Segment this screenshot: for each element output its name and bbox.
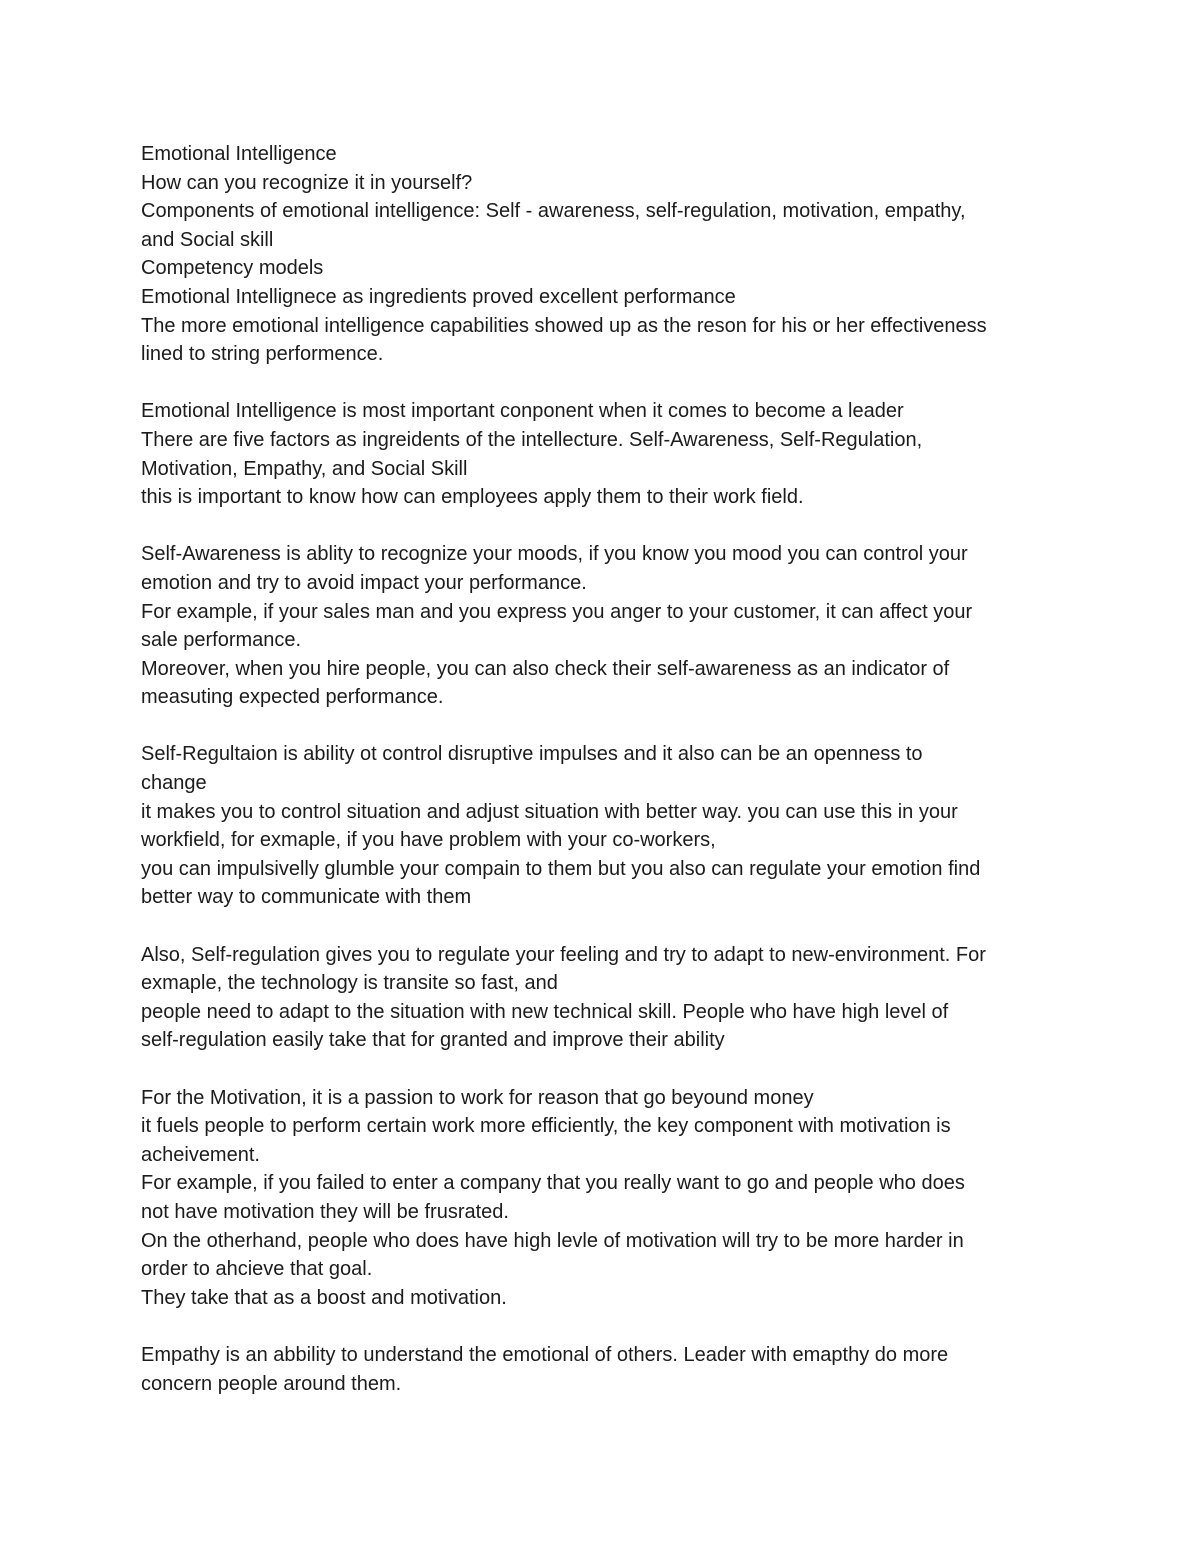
text-line: Components of emotional intelligence: Self - awareness, self-regulation, motivation, empathy, [141,200,966,223]
text-line: For example, if you failed to enter a company that you really want to go and people who does [141,1172,965,1195]
text-line: lined to string performence. [141,343,384,366]
text-line: How can you recognize it in yourself? [141,171,473,194]
text-line: sale performance. [141,629,302,652]
paragraph-intro [141,140,1066,369]
text-line: emotion and try to avoid impact your performance. [141,571,587,594]
paragraph-leadership [141,397,1066,511]
text-line: exmaple, the technology is transite so fast, and [141,972,558,995]
text-line: this is important to know how can employees apply them to their work field. [141,486,804,509]
text-line: Also, Self-regulation gives you to regulate your feeling and try to adapt to new-environment. For [141,943,986,966]
paragraph-adaptation [141,941,1066,1055]
text-line: For example, if your sales man and you express you anger to your customer, it can affect your [141,600,973,623]
text-line: it makes you to control situation and adjust situation with better way. you can use this in your [141,800,958,823]
document-title: Emotional Intelligence [141,143,337,165]
paragraph-self-awareness [141,540,1066,712]
text-line: it fuels people to perform certain work more efficiently, the key component with motivation is [141,1115,951,1138]
text-line: They take that as a boost and motivation. [141,1286,507,1309]
document-body [141,140,1066,1427]
text-line: Empathy is an abbility to understand the emotional of others. Leader with emapthy do more [141,1343,949,1366]
text-line: Emotional Intellignece as ingredients proved excellent performance [141,285,736,308]
text-line: concern people around them. [141,1372,402,1395]
text-line: Self-Regultaion is ability ot control disruptive impulses and it also can be an openness to [141,743,923,766]
text-line: change [141,772,207,795]
text-line: not have motivation they will be frusrated. [141,1200,509,1223]
text-line: acheivement. [141,1143,260,1166]
text-line: Motivation, Empathy, and Social Skill [141,457,468,480]
text-line: For the Motivation, it is a passion to work for reason that go beyound money [141,1086,814,1109]
paragraph-self-regulation [141,740,1066,912]
text-line: people need to adapt to the situation with new technical skill. People who have high level of [141,1000,949,1023]
paragraph-motivation [141,1084,1066,1313]
text-line: Self-Awareness is ablity to recognize your moods, if you know you mood you can control your [141,543,968,566]
text-line: Competency models [141,257,324,280]
text-line: measuting expected performance. [141,686,444,709]
text-line: you can impulsivelly glumble your compain to them but you also can regulate your emotion find [141,857,981,880]
text-line: Emotional Intelligence is most important conponent when it comes to become a leader [141,400,904,423]
text-line: better way to communicate with them [141,886,472,909]
text-line: The more emotional intelligence capabilities showed up as the reson for his or her effectiveness [141,314,987,337]
text-line: Moreover, when you hire people, you can also check their self-awareness as an indicator of [141,657,950,680]
text-line: and Social skill [141,228,274,251]
text-line: There are five factors as ingreidents of the intellecture. Self-Awareness, Self-Regulation, [141,428,923,451]
text-line: workfield, for exmaple, if you have problem with your co-workers, [141,829,716,852]
text-line: On the otherhand, people who does have high levle of motivation will try to be more harder in [141,1229,964,1252]
text-line: self-regulation easily take that for granted and improve their ability [141,1029,725,1052]
text-line: order to ahcieve that goal. [141,1258,373,1281]
paragraph-empathy [141,1341,1066,1398]
